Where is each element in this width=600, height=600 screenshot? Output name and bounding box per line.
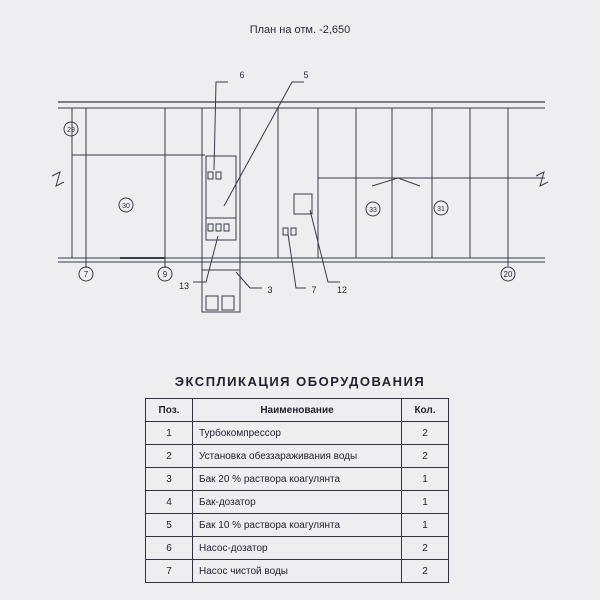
room-number: 29	[67, 127, 75, 134]
table-row	[146, 560, 449, 583]
cell-qty: 2	[402, 560, 449, 583]
pump-icon	[208, 224, 213, 231]
break-line-left	[52, 172, 64, 186]
cell-pos: 7	[146, 560, 193, 583]
cell-qty: 1	[402, 514, 449, 537]
cell-name: Бак-дозатор	[193, 491, 402, 514]
table-row	[146, 468, 449, 491]
equipment-block	[206, 156, 236, 218]
header-pos: Поз.	[146, 399, 193, 422]
leader-13	[193, 236, 218, 282]
axis-label: 20	[503, 270, 513, 279]
break-line-right	[536, 172, 548, 186]
cell-pos: 1	[146, 422, 193, 445]
cell-name: Турбокомпрессор	[193, 422, 402, 445]
cell-qty: 2	[402, 537, 449, 560]
axis-label: 7	[83, 270, 89, 279]
header-qty: Кол.	[402, 399, 449, 422]
cell-pos: 5	[146, 514, 193, 537]
leader-6	[214, 82, 228, 170]
cell-pos: 6	[146, 537, 193, 560]
cell-pos: 4	[146, 491, 193, 514]
table-row	[146, 422, 449, 445]
cell-name: Насос-дозатор	[193, 537, 402, 560]
equipment-table	[145, 398, 449, 583]
pump-icon	[208, 172, 213, 179]
room-number: 31	[437, 206, 445, 213]
leader-7	[288, 234, 306, 288]
table-header-row	[146, 399, 449, 422]
callout-3: 3	[267, 285, 273, 295]
table-row	[146, 491, 449, 514]
cell-name: Насос чистой воды	[193, 560, 402, 583]
callout-5: 5	[303, 70, 309, 80]
tank	[206, 296, 218, 310]
axis-label: 9	[162, 270, 168, 279]
pump-icon	[283, 228, 288, 235]
leader-12	[310, 210, 340, 282]
room-number: 33	[369, 207, 377, 214]
door-leaf	[372, 178, 398, 186]
table-title: ЭКСПЛИКАЦИЯ ОБОРУДОВАНИЯ	[174, 374, 426, 389]
pump-icon	[291, 228, 296, 235]
callout-6: 6	[239, 70, 245, 80]
cell-qty: 2	[402, 422, 449, 445]
floor-plan-drawing	[0, 50, 600, 320]
door-leaf	[398, 178, 420, 186]
pump-icon	[216, 172, 221, 179]
pump-icon	[224, 224, 229, 231]
room-number: 30	[122, 203, 130, 210]
cell-pos: 2	[146, 445, 193, 468]
cell-qty: 1	[402, 468, 449, 491]
callout-12: 12	[336, 285, 348, 295]
cell-qty: 2	[402, 445, 449, 468]
header-name: Наименование	[193, 399, 402, 422]
cell-qty: 1	[402, 491, 449, 514]
cell-name: Бак 10 % раствора коагулянта	[193, 514, 402, 537]
table-row	[146, 537, 449, 560]
table-row	[146, 445, 449, 468]
cell-name: Установка обеззараживания воды	[193, 445, 402, 468]
callout-7: 7	[311, 285, 317, 295]
cell-name: Бак 20 % раствора коагулянта	[193, 468, 402, 491]
cell-pos: 3	[146, 468, 193, 491]
tank-12	[294, 194, 312, 214]
plan-title: План на отм. -2,650	[249, 24, 351, 36]
table-row	[146, 514, 449, 537]
pump-icon	[216, 224, 221, 231]
callout-13: 13	[178, 281, 190, 291]
tank	[222, 296, 234, 310]
